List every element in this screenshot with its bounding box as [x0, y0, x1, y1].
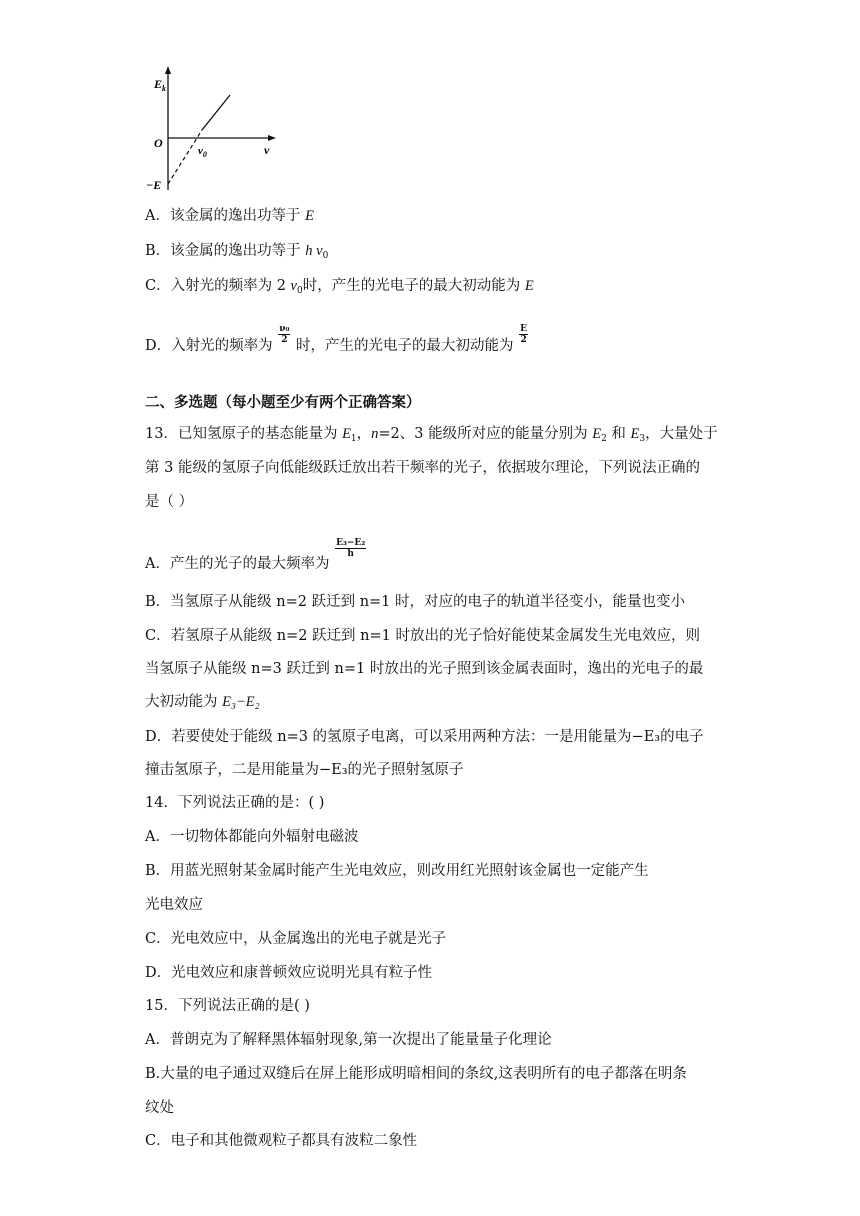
nu0-label: $\nu_0$	[198, 145, 207, 159]
q13-option-c-line-2: 当氢原子从能级 n=3 跃迁到 n=1 时放出的光子照到该金属表面时，逸出的光电子的最	[145, 661, 704, 677]
q13-option-c-line-1: C．若氢原子从能级 n=2 跃迁到 n=1 时放出的光子恰好能使某金属发生光电效应，则	[145, 628, 700, 644]
ek-line-solid	[202, 95, 230, 130]
q15-option-b-line-2: 纹处	[145, 1100, 174, 1116]
q14-option-a: A．一切物体都能向外辐射电磁波	[145, 829, 359, 845]
fraction-nu0-over-2: $\frac{\text{ν₀}}{2}$	[279, 324, 290, 345]
q14-option-b-line-1: B．用蓝光照射某金属时能产生光电效应，则改用红光照射该金属也一定能产生	[145, 863, 649, 879]
section-title-multiple-choice: 二、多选题（每小题至少有两个正确答案）	[145, 394, 421, 411]
q13-stem-line-1: 13．已知氢原子的基态能量为 $E_1$，n=2、3 能级所对应的能量分别为 $E_2$ 和 $E_3$，大量处于	[145, 426, 718, 444]
q15-option-a: A．普朗克为了解释黑体辐射现象,第一次提出了能量量子化理论	[145, 1032, 552, 1048]
q14-option-c: C．光电效应中，从金属逸出的光电子就是光子	[145, 931, 447, 947]
ek-nu-graph	[140, 62, 290, 197]
q15-option-c: C．电子和其他微观粒子都具有波粒二象性	[145, 1133, 418, 1149]
q14-stem: 14．下列说法正确的是：( )	[145, 795, 325, 811]
x-axis-label: ν	[264, 143, 270, 157]
q13-option-b: B．当氢原子从能级 n=2 跃迁到 n=1 时，对应的电子的轨道半径变小，能量也变小	[145, 594, 686, 610]
fraction-e-over-2: $\frac{E}{2}$	[520, 324, 528, 345]
q14-option-d: D．光电效应和康普顿效应说明光具有粒子性	[145, 965, 433, 981]
q12-option-a: A．该金属的逸出功等于 E	[145, 208, 314, 224]
y-axis-arrow	[165, 66, 171, 74]
q15-option-b-line-1: B.大量的电子通过双缝后在屏上能形成明暗相间的条纹,这表明所有的电子都落在明条	[145, 1066, 687, 1082]
q13-option-d-line-1: D．若要使处于能级 n=3 的氢原子电离，可以采用两种方法：一是用能量为−E₃的电子	[145, 729, 704, 745]
origin-label: O	[154, 136, 163, 150]
q13-option-a: A．产生的光子的最大频率为 $\frac{\text{E₃−E₂}}{h}$	[145, 538, 366, 572]
x-axis-arrow	[268, 135, 276, 141]
q13-option-c-line-3: 大初动能为 E₃−E₂	[145, 694, 260, 710]
y-axis-label: $E_k$	[154, 77, 167, 93]
fraction-e3-e2-over-h: $\frac{\text{E₃−E₂}}{h}$	[336, 538, 366, 559]
q13-stem-line-3: 是（ ）	[145, 494, 194, 510]
q12-option-d: D．入射光的频率为 $\frac{\text{ν₀}}{2}$ 时，产生的光电子的最大初动能为 $\frac{E}{2}$	[145, 324, 528, 354]
q15-stem: 15．下列说法正确的是( )	[145, 998, 310, 1014]
q13-stem-line-2: 第 3 能级的氢原子向低能级跃迁放出若干频率的光子，依据玻尔理论，下列说法正确的	[145, 460, 700, 476]
q13-option-d-line-2: 撞击氢原子，二是用能量为−E₃的光子照射氢原子	[145, 762, 464, 778]
neg-e-label: −E	[146, 178, 162, 192]
q12-option-c: C．入射光的频率为 2 $\nu_0$时，产生的光电子的最大初动能为 E	[145, 278, 534, 296]
q12-option-b: B．该金属的逸出功等于 h $\nu_0$	[145, 243, 329, 261]
q14-option-b-line-2: 光电效应	[145, 897, 203, 913]
